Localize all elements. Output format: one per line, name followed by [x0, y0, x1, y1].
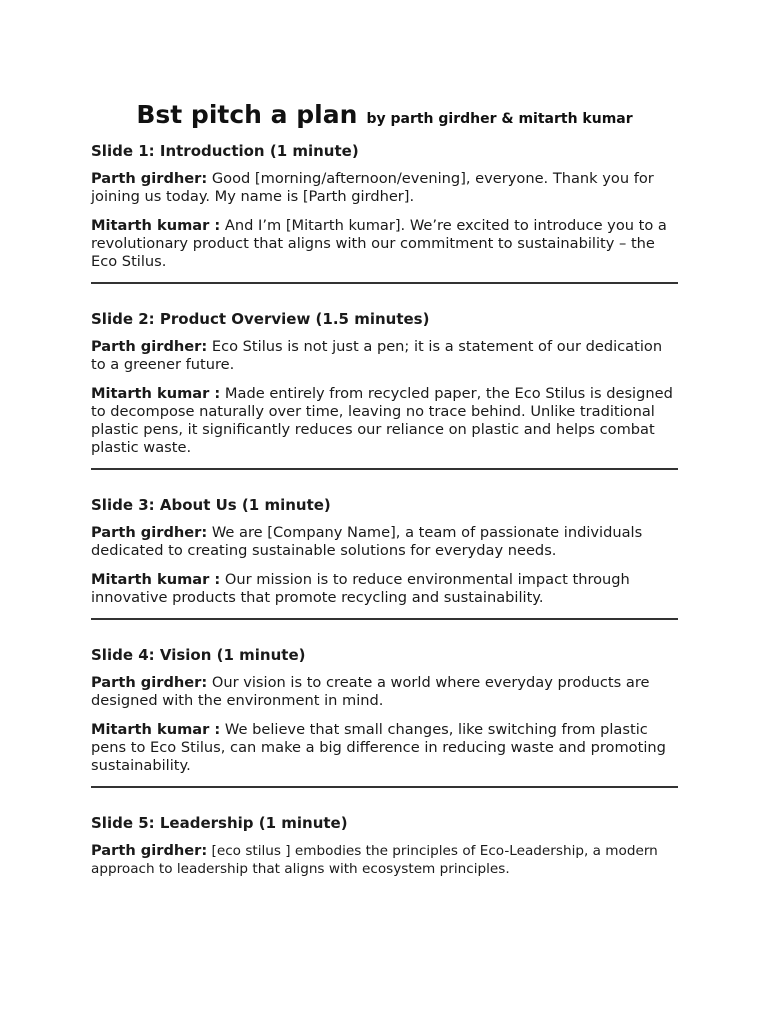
slide-2-line-1: [91, 338, 678, 374]
line-text: Good [morning/afternoon/evening], everyone. Thank you for joining us today. My name is [Parth girdher].: [91, 170, 654, 205]
speaker-name: Parth girdher:: [91, 170, 208, 187]
slide-3-heading: Slide 3: About Us (1 minute): [91, 496, 331, 514]
slide-1-section: [91, 142, 678, 284]
document-title: Bst pitch a plan: [136, 100, 358, 129]
section-divider: [91, 786, 678, 788]
slide-3-line-2: [91, 571, 678, 607]
slide-4-line-1: [91, 674, 678, 710]
line-text: Our vision is to create a world where everyday products are designed with the environment in mind.: [91, 674, 650, 709]
slide-4-section: [91, 646, 678, 788]
section-divider: [91, 468, 678, 470]
slide-5-section: [91, 814, 678, 878]
slide-2-section: [91, 310, 678, 470]
line-text: Our mission is to reduce environmental impact through innovative products that promote recycling and sustainability.: [91, 571, 630, 606]
speaker-name: Mitarth kumar :: [91, 217, 221, 234]
speaker-name: Parth girdher:: [91, 338, 208, 355]
slide-3-line-1: [91, 524, 678, 560]
speaker-name: Mitarth kumar :: [91, 721, 221, 738]
speaker-name: Mitarth kumar :: [91, 571, 221, 588]
document-title-line: [91, 100, 678, 130]
line-text: [eco stilus ] embodies the principles of Eco-Leadership, a modern approach to leadership that aligns with ecosystem principles.: [91, 843, 658, 877]
speaker-name: Parth girdher:: [91, 674, 208, 691]
section-divider: [91, 282, 678, 284]
speaker-name: Parth girdher:: [91, 524, 208, 541]
line-text: And I’m [Mitarth kumar]. We’re excited to introduce you to a revolutionary product that aligns with our commitment to sustainability – the Eco Stilus.: [91, 217, 667, 270]
slide-4-heading: Slide 4: Vision (1 minute): [91, 646, 306, 664]
document-byline: by parth girdher & mitarth kumar: [366, 111, 633, 127]
slide-5-heading: Slide 5: Leadership (1 minute): [91, 814, 348, 832]
slide-1-heading: Slide 1: Introduction (1 minute): [91, 142, 359, 160]
speaker-name: Parth girdher:: [91, 842, 208, 859]
slide-2-heading: Slide 2: Product Overview (1.5 minutes): [91, 310, 430, 328]
line-text: Made entirely from recycled paper, the Eco Stilus is designed to decompose naturally over time, leaving no trace behind. Unlike traditional plastic pens, it significantly reduces our reliance on plastic and helps combat plastic waste.: [91, 385, 673, 456]
line-text: We are [Company Name], a team of passionate individuals dedicated to creating sustainable solutions for everyday needs.: [91, 524, 643, 559]
slide-5-line-1: [91, 842, 678, 878]
slide-1-line-2: [91, 217, 678, 271]
slide-2-line-2: [91, 385, 678, 457]
section-divider: [91, 618, 678, 620]
slide-4-line-2: [91, 721, 678, 775]
line-text: We believe that small changes, like switching from plastic pens to Eco Stilus, can make a big difference in reducing waste and promoting sustainability.: [91, 721, 666, 774]
slide-1-line-1: [91, 170, 678, 206]
speaker-name: Mitarth kumar :: [91, 385, 221, 402]
line-text: Eco Stilus is not just a pen; it is a statement of our dedication to a greener future.: [91, 338, 663, 373]
slide-3-section: [91, 496, 678, 620]
